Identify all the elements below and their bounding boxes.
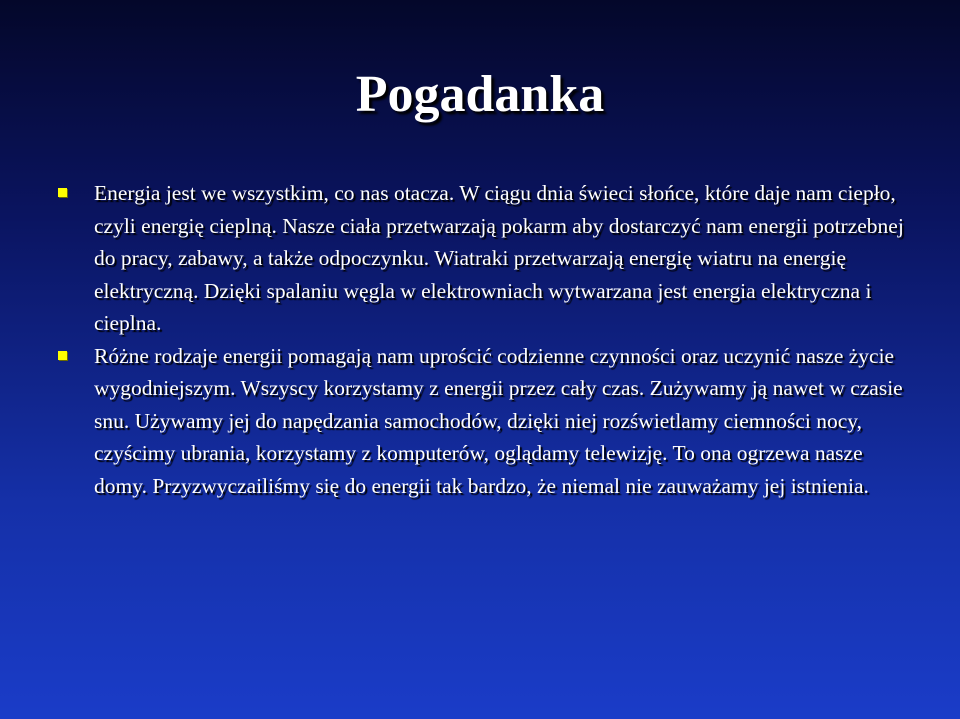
- bullet-item: [56, 177, 906, 340]
- square-bullet-icon: [58, 188, 67, 197]
- slide-title: Pogadanka: [355, 66, 605, 123]
- bullet-text: Różne rodzaje energii pomagają nam uprościć codzienne czynności oraz uczynić nasze życie wygodniejszym. Wszyscy korzystamy z energii przez cały czas. Zużywamy ją nawet w czasie snu. Używamy jej do napędzania samochodów, dzięki niej rozświetlamy ciemności nocy, czyścimy ubrania, korzystamy z komputerów, oglądamy telewizję. To ona ogrzewa nasze domy. Przyzwyczailiśmy się do energii tak bardzo, że niemal nie zauważamy jej istnienia.: [94, 343, 903, 498]
- slide-content: [56, 177, 906, 502]
- bullet-item: [56, 340, 906, 503]
- bullet-text: Energia jest we wszystkim, co nas otacza. W ciągu dnia świeci słońce, które daje nam ciepło, czyli energię cieplną. Nasze ciała przetwarzają pokarm aby dostarczyć nam energii potrzebnej do pracy, zabawy, a także odpoczynku. Wiatraki przetwarzają energię wiatru na energię elektryczną. Dzięki spalaniu węgla w elektrowniach wytwarzana jest energia elektryczna i cieplna.: [94, 181, 904, 335]
- square-bullet-icon: [58, 351, 67, 360]
